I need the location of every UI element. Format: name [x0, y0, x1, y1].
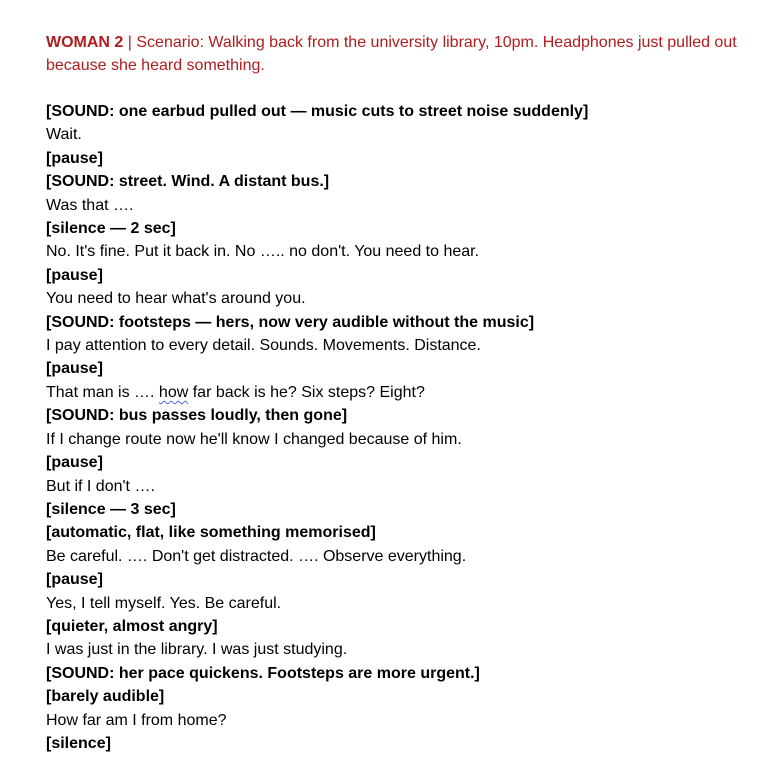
stage-direction[interactable]: [silence] — [46, 734, 111, 752]
dialogue-line[interactable]: How far am I from home? — [46, 711, 227, 729]
stage-direction[interactable]: [silence — 2 sec] — [46, 220, 176, 238]
scenario-description: Scenario: Walking back from the university library, 10pm. Headphones just pulled out because she heard something. — [46, 34, 737, 74]
stage-direction[interactable]: [SOUND: her pace quickens. Footsteps are more urgent.] — [46, 664, 480, 682]
dialogue-text-after: far back is he? Six steps? Eight? — [188, 383, 425, 401]
stage-direction[interactable]: [pause] — [46, 360, 103, 378]
spellcheck-flagged-word[interactable]: how — [158, 383, 189, 401]
dialogue-line[interactable]: Be careful. …. Don't get distracted. …. Observe everything. — [46, 547, 467, 565]
speaker-name: WOMAN 2 — [46, 34, 124, 51]
dialogue-line[interactable]: Wait. — [46, 126, 82, 144]
stage-direction[interactable]: [silence — 3 sec] — [46, 500, 176, 518]
dialogue-line[interactable]: I was just in the library. I was just studying. — [46, 641, 348, 659]
dialogue-line[interactable] — [46, 381, 746, 404]
stage-direction[interactable]: [SOUND: footsteps — hers, now very audible without the music] — [46, 313, 535, 331]
scene-heading — [46, 31, 746, 77]
stage-direction[interactable]: [pause] — [46, 149, 103, 167]
stage-direction[interactable]: [pause] — [46, 266, 103, 284]
dialogue-line[interactable]: You need to hear what's around you. — [46, 290, 306, 308]
dialogue-line[interactable]: If I change route now he'll know I changed because of him. — [46, 430, 462, 448]
stage-direction[interactable]: [SOUND: one earbud pulled out — music cuts to street noise suddenly] — [46, 103, 589, 120]
heading-separator: | — [123, 34, 137, 51]
dialogue-line[interactable]: No. It's fine. Put it back in. No ….. no don't. You need to hear. — [46, 243, 480, 261]
stage-direction[interactable]: [pause] — [46, 454, 103, 472]
dialogue-line[interactable]: But if I don't …. — [46, 477, 155, 495]
stage-direction[interactable]: [SOUND: bus passes loudly, then gone] — [46, 407, 348, 425]
stage-direction[interactable]: [automatic, flat, like something memorised] — [46, 524, 376, 542]
dialogue-line[interactable]: Yes, I tell myself. Yes. Be careful. — [46, 594, 282, 612]
dialogue-line[interactable]: Was that …. — [46, 196, 134, 214]
stage-direction[interactable]: [pause] — [46, 571, 103, 589]
dialogue-text-before: That man is …. — [46, 383, 159, 401]
stage-direction[interactable]: [SOUND: street. Wind. A distant bus.] — [46, 173, 330, 191]
document-body — [46, 31, 746, 755]
script-lines — [46, 100, 746, 755]
stage-direction[interactable]: [quieter, almost angry] — [46, 617, 218, 635]
dialogue-line[interactable]: I pay attention to every detail. Sounds. Movements. Distance. — [46, 337, 481, 355]
stage-direction[interactable]: [barely audible] — [46, 688, 165, 706]
